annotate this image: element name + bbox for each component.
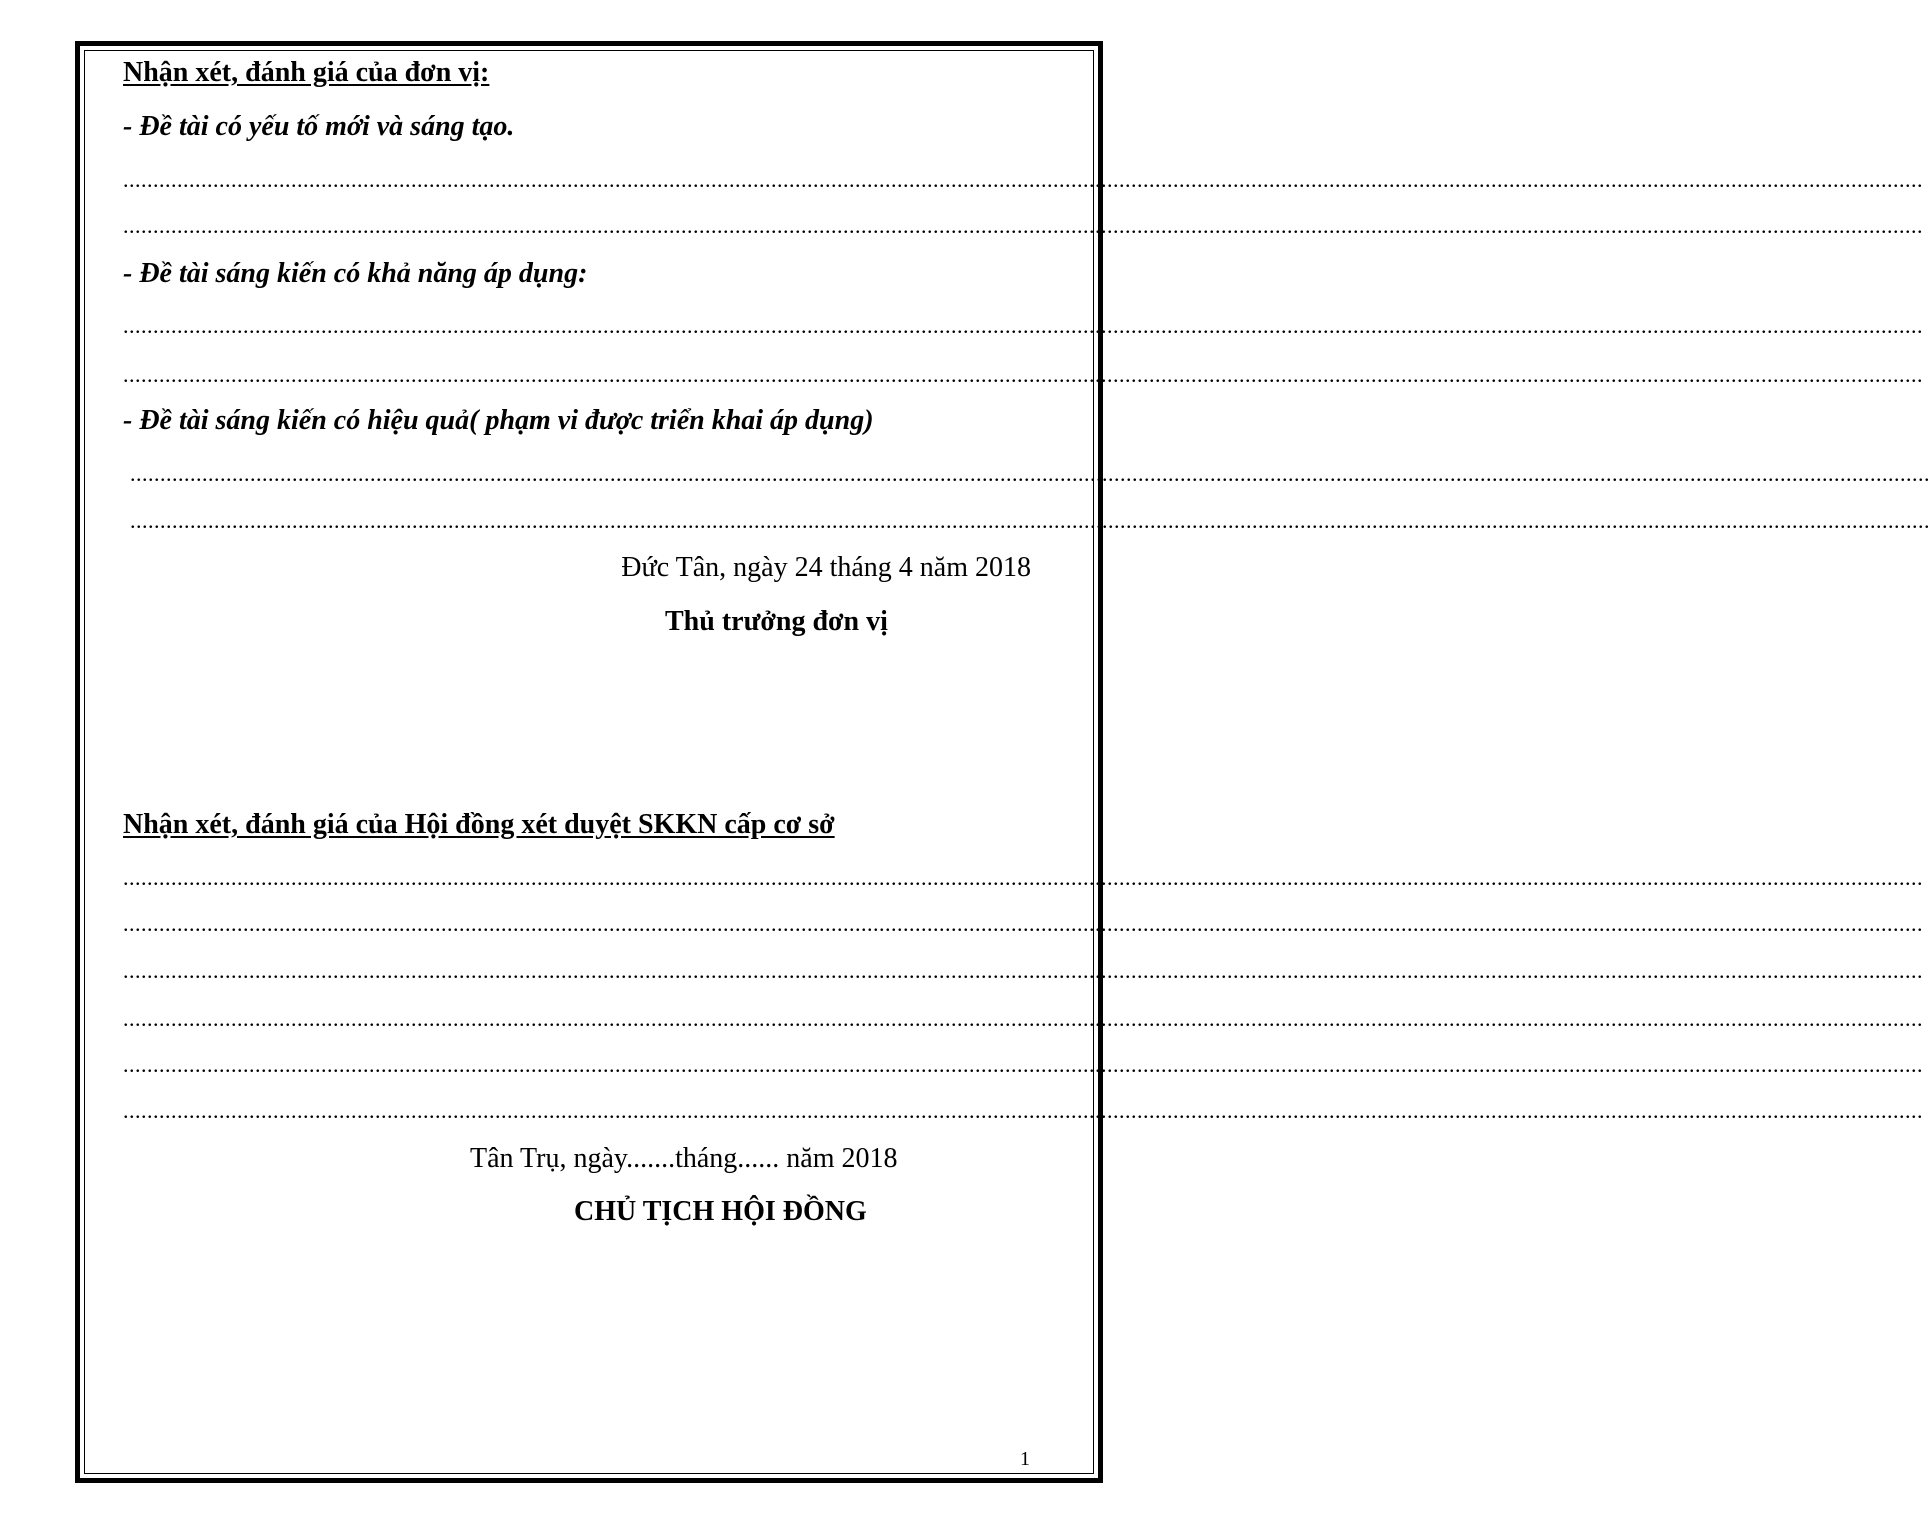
unit-signer-title: Thủ trưởng đơn vị [665, 606, 888, 637]
unit-date-line: Đức Tân, ngày 24 tháng 4 năm 2018 [621, 552, 1031, 583]
blank-line: ............................................................................................................................................................................................................................................................................................................ [123, 865, 1923, 890]
criterion-effectiveness: - Đề tài sáng kiến có hiệu quả( phạm vi được triển khai áp dụng) [123, 405, 874, 436]
blank-line: ............................................................................................................................................................................................................................................................................................................ [123, 911, 1923, 936]
criterion-novelty: - Đề tài có yếu tố mới và sáng tạo. [123, 111, 515, 142]
blank-line: ............................................................................................................................................................................................................................................................................................................ [123, 1098, 1923, 1123]
blank-line: ............................................................................................................................................................................................................................................................................................................ [123, 313, 1923, 338]
criterion-applicability: - Đề tài sáng kiến có khả năng áp dụng: [123, 258, 588, 289]
blank-line: ............................................................................................................................................................................................................................................................................................................ [123, 1006, 1923, 1031]
council-signer-title: CHỦ TỊCH HỘI ĐỒNG [574, 1196, 867, 1227]
blank-line: ............................................................................................................................................................................................................................................................................................................ [123, 167, 1923, 192]
page-number: 1 [1020, 1448, 1030, 1470]
council-date-line: Tân Trụ, ngày.......tháng...... năm 2018 [470, 1143, 898, 1174]
blank-line: ............................................................................................................................................................................................................................................................................................................ [123, 213, 1923, 238]
blank-line: ............................................................................................................................................................................................................................................................................................................ [130, 508, 1930, 533]
blank-line: ............................................................................................................................................................................................................................................................................................................ [130, 461, 1930, 486]
unit-review-heading: Nhận xét, đánh giá của đơn vị: [123, 57, 490, 88]
blank-line: ............................................................................................................................................................................................................................................................................................................ [123, 1052, 1923, 1077]
blank-line: ............................................................................................................................................................................................................................................................................................................ [123, 958, 1923, 983]
blank-line: ............................................................................................................................................................................................................................................................................................................ [123, 362, 1923, 387]
council-review-heading: Nhận xét, đánh giá của Hội đồng xét duyệt SKKN cấp cơ sở [123, 809, 835, 840]
